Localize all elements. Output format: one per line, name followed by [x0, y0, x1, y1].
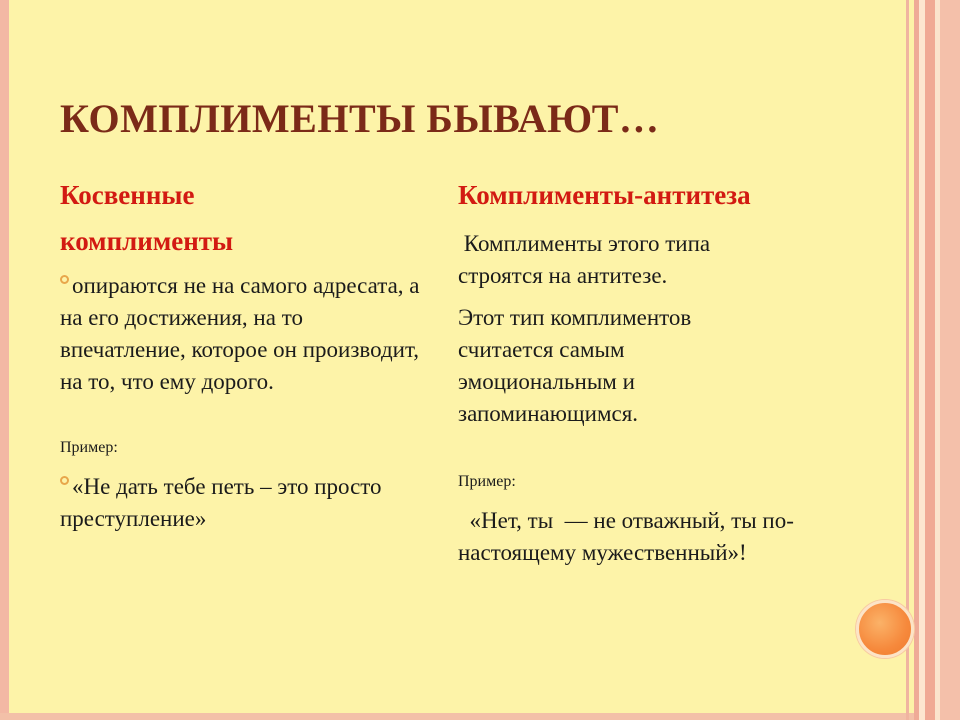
left-bullet-2-text: «Не дать тебе петь – это просто преступление» — [60, 474, 382, 531]
right-stripe — [925, 0, 935, 720]
left-heading-line1: Косвенные — [60, 180, 195, 210]
left-column-heading — [60, 172, 400, 264]
right-paragraph-2: Этот тип комплиментов считается самым эмоциональным и запоминающимся. — [458, 305, 692, 426]
slide-title: КОМПЛИМЕНТЫ БЫВАЮТ… — [60, 96, 660, 141]
left-example-label: Пример: — [60, 439, 118, 456]
right-paragraph-1: Комплименты этого типа строятся на антитезе. — [458, 231, 716, 288]
left-bullet-1 — [60, 270, 420, 398]
right-example-label: Пример: — [458, 473, 516, 490]
right-example-text: «Нет, ты — не отважный, ты по-настоящему мужественный»! — [458, 508, 794, 565]
bottom-frame-border — [0, 713, 960, 720]
bullet-ring-icon — [60, 275, 69, 284]
orange-circle-decoration — [856, 600, 914, 658]
left-bullet-1-text: опираются не на самого адресата, а на его достижения, на то впечатление, которое он производит, на то, что ему дорого. — [60, 273, 420, 394]
left-heading-line2: комплименты — [60, 226, 234, 256]
left-bullet-2 — [60, 471, 390, 535]
right-column-heading: Комплименты-антитеза — [458, 180, 751, 210]
bullet-ring-icon — [60, 476, 69, 485]
left-frame-border — [0, 0, 9, 720]
right-stripe — [940, 0, 960, 720]
